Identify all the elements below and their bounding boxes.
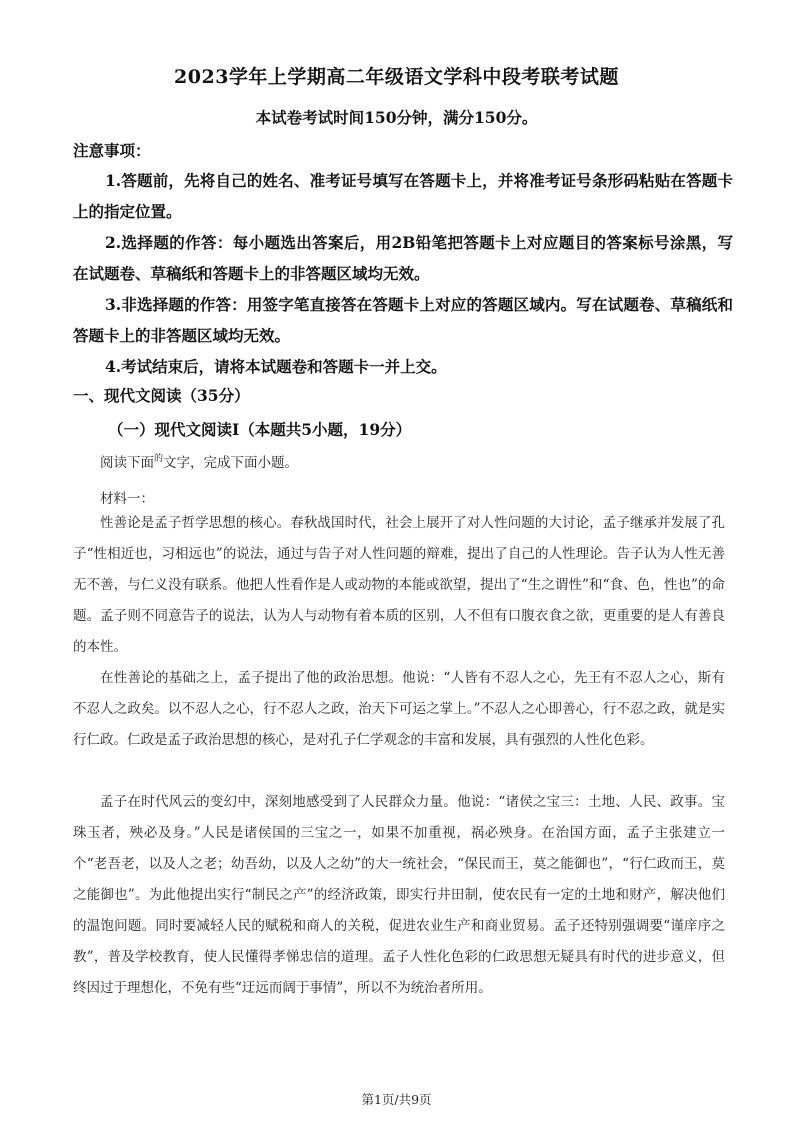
paragraph-3: 孟子在时代风云的变幻中，深刻地感受到了人民群众力量。他说：“诸侯之宝三：土地、人民、政事。宝珠玉者，殃必及身。”人民是诸侯国的三宝之一，如果不加重视，祸必殃身。在治国方面，孟子主张建立一个“老吾老，以及人之老；幼吾幼，以及人之幼”的大一统社会，“保民而王，莫之能御也”，“行仁政而王，莫之能御也”。为此他提出实行“制民之产”的经济政策，即实行井田制，使农民有一定的土地和财产，解决他们的温饱问题。同时要减轻人民的赋税和商人的关税，促进农业生产和商业贸易。孟子还特别强调要“谨庠序之教”，普及学校教育，使人民懂得孝悌忠信的道理。孟子人性化色彩的仁政思想无疑具有时代的进步意义，但终因过于理想化，不免有些“迂远而阔于事情”，所以不为统治者所用。 (73, 794, 725, 996)
notice-item-4: 4.考试结束后，请将本试题卷和答题卡一并上交。 (105, 357, 447, 376)
material-label: 材料一： (100, 491, 154, 507)
exam-subtitle: 本试卷考试时间150分钟，满分150分。 (255, 108, 538, 127)
notice-item-2: 2.选择题的作答：每小题选出答案后，用2B铅笔把答题卡上对应题目的答案标号涂黑，写在试题卷、草稿纸和答题卡上的非答题区域均无效。 (73, 233, 733, 283)
subsection-heading: （一）现代文阅读Ⅰ（本题共5小题，19分） (108, 420, 412, 439)
instruction-after: 文字，完成下面小题。 (163, 455, 299, 471)
exam-title: 2023学年上学期高二年级语文学科中段考联考试题 (174, 66, 619, 88)
section-heading: 一、现代文阅读（35分） (73, 386, 250, 405)
notice-item-1: 1.答题前，先将自己的姓名、准考证号填写在答题卡上，并将准考证号条形码粘贴在答题卡上的指定位置。 (73, 171, 733, 221)
paragraph-1: 性善论是孟子哲学思想的核心。春秋战国时代，社会上展开了对人性问题的大讨论，孟子继承并发展了孔子“性相近也，习相远也”的说法，通过与告子对人性问题的辩难，提出了自己的人性理论。告子认为人性无善无不善，与仁义没有联系。他把人性看作是人或动物的本能或欲望，提出了“生之谓性”和“食、色，性也”的命题。孟子则不同意告子的说法，认为人与动物有着本质的区别，人不但有口腹衣食之欲，更重要的是人有善良的本性。 (73, 515, 725, 655)
reading-instruction (100, 451, 298, 471)
instruction-before: 阅读下面 (100, 455, 154, 471)
notice-title: 注意事项： (73, 141, 151, 160)
paragraph-2: 在性善论的基础之上，孟子提出了他的政治思想。他说：“人皆有不忍人之心，先王有不忍人之心，斯有不忍人之政矣。以不忍人之心，行不忍人之政，治天下可运之掌上。”不忍人之心即善心，行不忍之政，就是实行仁政。仁政是孟子政治思想的核心，是对孔子仁学观念的丰富和发展，具有强烈的人性化色彩。 (73, 670, 725, 748)
instruction-mark: 的 (154, 454, 164, 464)
page-number: 第1页/共9页 (361, 1092, 432, 1107)
notice-item-3: 3.非选择题的作答：用签字笔直接答在答题卡上对应的答题区域内。写在试题卷、草稿纸和答题卡上的非答题区域均无效。 (73, 295, 733, 345)
